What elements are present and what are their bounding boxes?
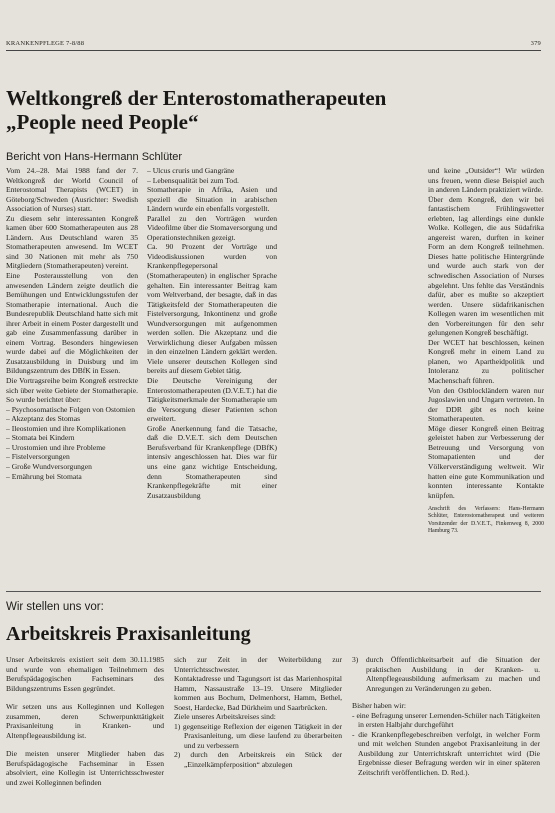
list-item: – Psychosomatische Folgen von Ostomien	[6, 404, 136, 414]
header-rule	[6, 50, 541, 51]
list-item: - eine Befragung unserer Lernenden-Schüler nach Tätigkeiten in ersten Halbjahr durchgeführt	[352, 710, 540, 730]
section-title: Arbeitskreis Praxisanleitung	[6, 623, 251, 645]
paragraph: Kontaktadresse und Tagungsort ist das Marienhospital Hamm, Nassaustraße 13–19. Unsere Mitglieder kommen aus Bochum, Delmenhorst, Hamm, Bethel, Soest, Hardecke, Bad Dürkheim und Saarbrücken.	[174, 674, 342, 712]
paragraph: Die Vortragsreihe beim Kongreß erstreckte sich über weite Gebiete der Stomatherapie. So wurde berichtet über:	[6, 376, 138, 405]
paragraph: Die meisten unserer Mitglieder haben das Berufspädagogische Fachseminar in Essen absolviert, eine Kollegin ist Unterrichtsschwester und zwei Kolleginnen befinden	[6, 749, 164, 788]
list-item: – Ileostomien und ihre Komplikationen	[6, 423, 126, 433]
paragraph: Große Anerkennung fand die Tatsache, daß die D.V.E.T. sich dem Deutschen Berufsverband für Krankenpflege (DBfK) intensiv angeschlossen hat. Dies war für uns eine ganz wichtige Entscheidung, denn Stomatherapeuten sind Krankenpflegekräfte mit einer Zusatzausbildung	[147, 423, 277, 500]
paragraph: Wir setzen uns aus Kolleginnen und Kollegen zusammen, deren Schwerpunkttätigkeit Praxisanleitung in Kranken- und Altenpflegeausbildung ist.	[6, 702, 164, 740]
running-header	[6, 40, 541, 47]
paragraph: sich zur Zeit in der Weiterbildung zur Unterrichtsschwester.	[174, 655, 342, 674]
article-column-1	[6, 166, 138, 586]
page-number: 379	[530, 40, 541, 47]
section-intro: Wir stellen uns vor:	[6, 601, 104, 613]
journal-issue: KRANKENPFLEGE 7-8/88	[6, 40, 85, 47]
paragraph: Möge dieser Kongreß einen Beitrag geleistet haben zur Verbesserung der Betreuung und Versorgung von Stomapatienten und der Völkerverständigung weltweit. Wir hatten eine gute Kommunikation und konnten interessante Kontakte knüpfen.	[428, 423, 544, 500]
section-column-2	[174, 655, 342, 805]
paragraph: und keine „Outsider“! Wir würden uns freuen, wenn diese Beispiel auch in anderen Ländern praktiziert würde.	[428, 166, 544, 195]
list-item: – Akzeptanz des Stomas	[6, 414, 81, 424]
author-address: Anschrift des Verfassers: Hans-Hermann Schlüter, Enterostomatherapeut und weiteren Vorsitzender der D.V.E.T., Finkenweg 8, 2000 Hamburg 73.	[428, 506, 544, 534]
paragraph: Der WCET hat beschlossen, keinen Kongreß mehr in einem Land zu planen, wo Apartheidpolitik und Intoleranz zu politischer Machenschaft führen.	[428, 337, 544, 386]
list-item: 2) durch den Arbeitskreis ein Stück der „Einzelkämpferposition“ abzulegen	[174, 750, 342, 770]
paragraph: Die Deutsche Vereinigung der Enterostomatherapeuten (D.V.E.T.) hat die Tätigkeitsmerkmale der Stomatherapie um die Versorgung dieser Patienten schon erweitert.	[147, 376, 277, 424]
paragraph: Vom 24.–28. Mai 1988 fand der 7. Weltkongreß der World Council of Enterostomal Therapists (WCET) in Göteborg/Schweden (Ausrichter: Swedish Association of Nurses) statt.	[6, 166, 138, 214]
list-item: – Lebensqualität bei zum Tod.	[147, 175, 239, 185]
paragraph: Ca. 90 Prozent der Vorträge und Videodiskussionen wurden von Krankenpflegepersonal (Stomatherapeuten) in englischer Sprache gehalten. Ein interessanter Beitrag kam vom Weltverband, der besagte, daß in das Tätigkeitsfeld der Stomatherapeuten die Fistelversorgung, Inkontinenz und große Wundversorgungen mit aufgenommen werden sollen. Die Akzeptanz und die Verwirklichung dieser Aufgaben müssen in den einzelnen Ländern geklärt werden. Viele unserer deutschen Kollegen sind bereits auf diesem Gebiet tätig.	[147, 242, 277, 376]
section-column-3	[352, 655, 540, 805]
section-column-1	[6, 655, 164, 805]
paragraph: Unser Arbeitskreis existiert seit dem 30.11.1985 und wurde von ehemaligen Teilnehmern des Berufspädagogischen Fachseminars des Bildungszentrums Essen gegründet.	[6, 655, 164, 693]
article-column-2	[147, 166, 277, 586]
list-item: – Urostomien und ihre Probleme	[6, 442, 106, 452]
list-item: – Ulcus cruris und Gangräne	[147, 166, 235, 175]
paragraph: Ziele unseres Arbeitskreises sind:	[174, 712, 276, 722]
paragraph: Zu diesem sehr interessanten Kongreß kamen über 600 Stomatherapeuten aus 28 Ländern. Aus Deutschland waren 35 Stomatherapeuten anwesend. Im WCET sind 30 Nationen mit mehr als 750 Mitgliedern (Stomatherapeuten) vereint.	[6, 213, 138, 271]
article-byline: Bericht von Hans-Hermann Schlüter	[6, 151, 183, 163]
paragraph: Eine Posterausstellung von den anwesenden Ländern zeigte deutlich die Bemühungen und Entwicklungsstufen der Stomatherapie international. Auch die Bundesrepublik Deutschland hatte sich mit ihrer Arbeit in einem Poster dargestellt und gab eine Zusammenfassung darüber in einem Vortrag. Besonders hingewiesen wurde dabei auf die Möglichkeiten der Zusatzausbildung in Duisburg und im Bildungszentrum des DBfK in Essen.	[6, 271, 138, 376]
list-item: – Stomata bei Kindern	[6, 433, 75, 443]
list-heading: Bisher haben wir:	[352, 701, 406, 711]
article-column-3	[428, 166, 544, 586]
article-title	[6, 86, 546, 134]
list-item: 3) durch Öffentlichkeitsarbeit auf die Situation der praktischen Ausbildung in der Kranken- u. Altenpflegeausbildung aufmerksam zu machen und Anregungen zu Veränderungen zu geben.	[352, 655, 540, 693]
paragraph: Von den Ostblockländern waren nur Jugoslawien und Ungarn vertreten. In der DDR gibt es noch keine Stomatherapeuten.	[428, 385, 544, 424]
list-item: – Fistelversorgungen	[6, 452, 70, 462]
list-item: 1) gegenseitige Reflexion der eigenen Tätigkeit in der Praxisanleitung, um diese laufend zu überarbeiten und zu verbessern	[174, 721, 342, 750]
list-item: – Große Wundversorgungen	[6, 461, 92, 471]
paragraph: Stomatherapie in Afrika, Asien und speziell die Situation in arabischen Ländern wurde ein ebenfalls vorgestellt.	[147, 185, 277, 214]
list-item: - die Krankenpflegebeschreiben verfolgt, in welcher Form und mit welchen Stunden angebot Praxisanleitung in der Ausbildung zur Unterrichtskraft unterrichtet wird (Die Ergebnisse dieser Befragung werden wir in einer späteren Zeitschrift veröffentlichen. D. Red.).	[352, 729, 540, 778]
section-divider	[6, 591, 541, 592]
list-item: – Ernährung bei Stomata	[6, 471, 82, 481]
paragraph: Über dem Kongreß, den wir bei fantastischem Frühlingswetter erlebten, lag allerdings eine dunkle Wolke. Kollegen, die aus Südafrika angereist waren, durften in keiner Form an dem Kongreß teilnehmen. Dieses hatte politische Hintergründe und wurde auch stark von der schwedischen Association of Nurses abgelehnt. Uns fehlte das Verständnis dafür, aber es mußte so akzeptiert werden. Unsere südafrikanischen Kollegen waren im wesentlichen mit den Vorbereitungen für den sehr gelungenen Kongreß beschäftigt.	[428, 194, 544, 338]
article-title-line-2: „People need People“	[6, 110, 199, 134]
article-title-line-1: Weltkongreß der Enterostomatherapeuten	[6, 86, 387, 110]
paragraph: Parallel zu den Vorträgen wurden Videofilme über die Stomaversorgung und Operationstechniken gezeigt.	[147, 213, 277, 242]
